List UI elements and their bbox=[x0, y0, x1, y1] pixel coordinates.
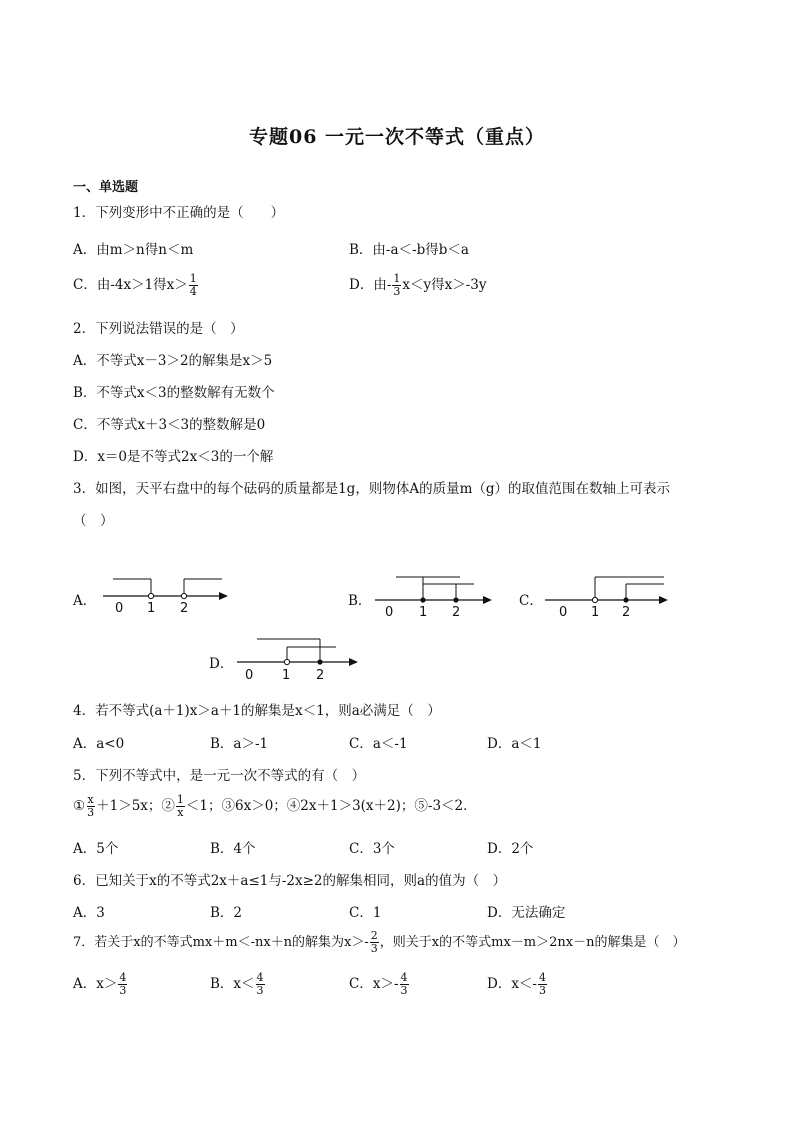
q6-stem: 6．已知关于x的不等式2x＋a≤1与-2x≥2的解集相同，则a的值为（ ） bbox=[73, 873, 507, 889]
q5-option-d[interactable]: D．2个 bbox=[487, 841, 534, 857]
q1-option-c-fraction: $\frac{1}{4}$ bbox=[189, 272, 197, 298]
q7-option-a[interactable]: A．x＞ $\frac{4}{3}$ bbox=[73, 971, 127, 997]
q4-option-d[interactable]: D．a＜1 bbox=[487, 736, 542, 752]
q5-option-c[interactable]: C．3个 bbox=[349, 841, 395, 857]
q2-option-a[interactable]: A．不等式x－3＞2的解集是x＞5 bbox=[73, 353, 273, 369]
q1-option-a[interactable]: A．由m＞n得n＜m bbox=[73, 242, 194, 258]
q3-option-a-label[interactable]: A． bbox=[73, 593, 97, 609]
q7-option-c[interactable]: C．x＞- $\frac{4}{3}$ bbox=[349, 971, 408, 997]
q6-option-c[interactable]: C．1 bbox=[349, 905, 382, 921]
q1-option-d[interactable] bbox=[349, 273, 487, 298]
q5-stem: 5．下列不等式中，是一元一次不等式的有（ ） bbox=[73, 768, 366, 784]
q1-stem: 1．下列变形中不正确的是（ ） bbox=[73, 205, 285, 221]
q7-option-b[interactable]: B．x＜ $\frac{4}{3}$ bbox=[210, 971, 264, 997]
q6-option-a[interactable]: A．3 bbox=[73, 905, 105, 921]
q3d-tick-1: 1 bbox=[282, 668, 291, 683]
q5-fraction-2: $\frac{1}{x}$ bbox=[176, 793, 184, 819]
q2-stem: 2．下列说法错误的是（ ） bbox=[73, 321, 244, 337]
q3-option-b-label[interactable]: B． bbox=[348, 593, 372, 609]
q3c-tick-1: 1 bbox=[591, 605, 600, 620]
q2-option-d[interactable]: D．x＝0是不等式2x＜3的一个解 bbox=[73, 449, 274, 465]
q3-option-c-numberline bbox=[540, 572, 675, 620]
q3a-tick-2: 2 bbox=[180, 601, 189, 616]
q5-option-b[interactable]: B．4个 bbox=[210, 841, 256, 857]
q3-option-d-label[interactable]: D． bbox=[209, 656, 234, 672]
q4-option-b[interactable]: B．a＞-1 bbox=[210, 736, 269, 752]
q3-stem: 3．如图，天平右盘中的每个砝码的质量都是1g，则物体A的质量m（g）的取值范围在数轴上可表示 bbox=[73, 481, 671, 497]
q3a-tick-1: 1 bbox=[147, 601, 156, 616]
page-title: 专题06 一元一次不等式（重点） bbox=[248, 126, 546, 148]
q5-option-a[interactable]: A．5个 bbox=[73, 841, 119, 857]
q3b-tick-1: 1 bbox=[419, 605, 428, 620]
q3c-tick-0: 0 bbox=[559, 605, 568, 620]
q3-option-d-numberline bbox=[232, 634, 367, 682]
q3d-tick-2: 2 bbox=[316, 668, 325, 683]
q6-option-b[interactable]: B．2 bbox=[210, 905, 243, 921]
q3c-tick-2: 2 bbox=[622, 605, 631, 620]
q6-option-d[interactable]: D．无法确定 bbox=[487, 905, 566, 921]
q1-option-b[interactable]: B．由-a＜-b得b＜a bbox=[349, 242, 469, 258]
q3b-tick-0: 0 bbox=[385, 605, 394, 620]
q3b-tick-2: 2 bbox=[452, 605, 461, 620]
q2-option-c[interactable]: C．不等式x＋3＜3的整数解是0 bbox=[73, 417, 266, 433]
q1-option-d-text: D．由- bbox=[349, 277, 392, 293]
q1-option-c-text: C．由-4x＞1得x＞ bbox=[73, 277, 188, 293]
q3-option-b-numberline bbox=[370, 572, 500, 620]
q1-option-d-fraction: $\frac{1}{3}$ bbox=[393, 272, 401, 298]
q3-option-a-numberline bbox=[98, 570, 238, 615]
q1-option-c[interactable] bbox=[73, 273, 199, 298]
q7-option-d[interactable]: D．x＜- $\frac{4}{3}$ bbox=[487, 971, 546, 997]
q3-option-c-label[interactable]: C． bbox=[519, 593, 543, 609]
q3d-tick-0: 0 bbox=[245, 668, 254, 683]
q7-stem: 7．若关于x的不等式mx＋m＜-nx＋n的解集为x＞- $\frac{2}{3}$ ，则关于x的不等式mx－m＞2nx－n的解集是（ ） bbox=[73, 929, 686, 955]
q4-stem: 4．若不等式(a＋1)x＞a＋1的解集是x＜1，则a必满足（ ） bbox=[73, 703, 441, 719]
q5-statements: ① $\frac{x}{3}$ ＋1＞5x；② $\frac{1}{x}$ ＜1；③6x＞0；④2x＋1＞3(x＋2)；⑤-3＜2． bbox=[73, 793, 477, 819]
q3-stem-cont: （ ） bbox=[73, 513, 114, 529]
q5-fraction-1: $\frac{x}{3}$ bbox=[87, 793, 95, 819]
q3a-tick-0: 0 bbox=[115, 601, 124, 616]
q1-option-d-text-2: x＜y得x＞-3y bbox=[402, 277, 487, 293]
q4-option-c[interactable]: C．a＜-1 bbox=[349, 736, 408, 752]
q4-option-a[interactable]: A．a<0 bbox=[73, 736, 125, 752]
q7-stem-fraction: $\frac{2}{3}$ bbox=[370, 929, 378, 955]
section-heading: 一、单选题 bbox=[73, 180, 139, 195]
q2-option-b[interactable]: B．不等式x＜3的整数解有无数个 bbox=[73, 385, 275, 401]
